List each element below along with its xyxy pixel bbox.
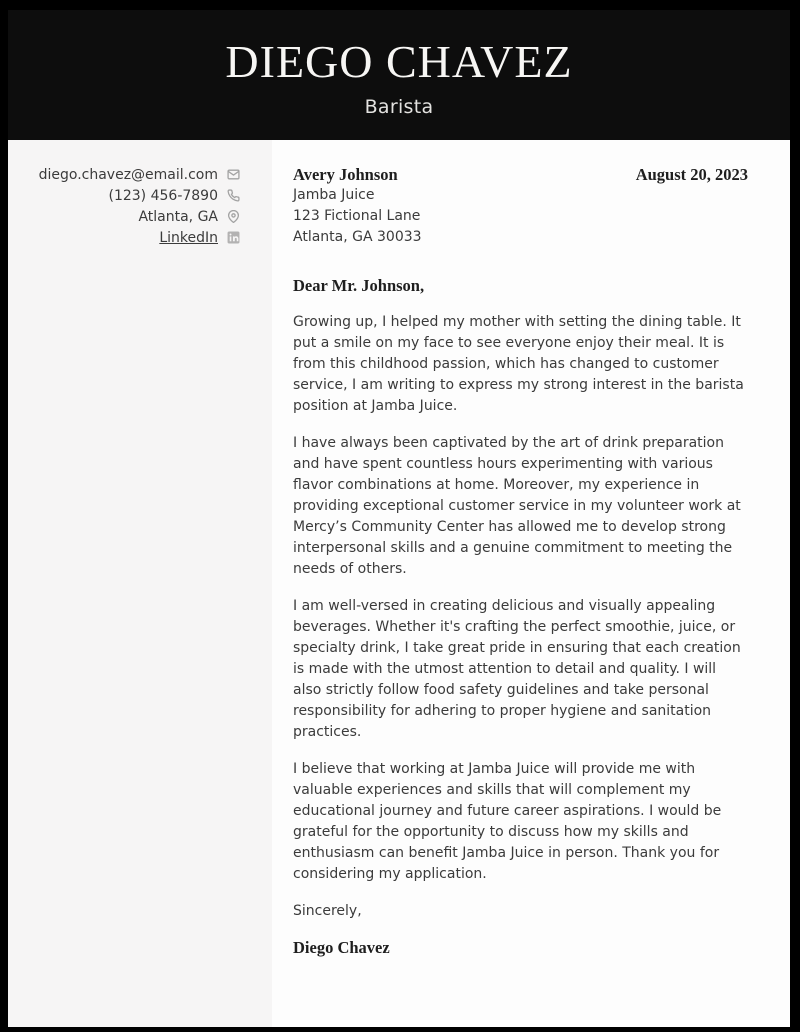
contact-sidebar [8,140,272,1027]
contact-row-phone [18,185,240,206]
letter-date: August 20, 2023 [635,165,748,184]
contact-row-email [18,164,240,185]
letter-content [272,140,790,1027]
paragraph-2: I have always been captivated by the art of drink preparation and have spent countless hours experimenting with various flavor combinations at home. Moreover, my experience in providing exceptional customer service in my volunteer work at Mercy’s Community Center has allowed me to develop strong interpersonal skills and a genuine commitment to meeting the needs of others. [293,435,741,577]
recipient-name: Avery Johnson [293,165,398,184]
letter-header [8,10,790,140]
candidate-job-title: Barista [364,96,434,119]
contact-location-label: Atlanta, GA [138,208,218,225]
contact-phone-label: (123) 456-7890 [108,187,218,204]
paragraph-1: Growing up, I helped my mother with setting the dining table. It put a smile on my face to see everyone enjoy their meal. It is from this childhood passion, which has changed to customer service, I am writing to express my strong interest in the barista position at Jamba Juice. [293,314,744,414]
candidate-name: DIEGO CHAVEZ [225,36,573,87]
recipient-company: Jamba Juice [293,187,375,203]
salutation: Dear Mr. Johnson, [293,276,425,295]
contact-row-location [18,206,240,227]
location-pin-icon [227,210,240,223]
paragraph-4: I believe that working at Jamba Juice will provide me with valuable experiences and skills that will complement my educational journey and future career aspirations. I would be grateful for the opportunity to discuss how my skills and enthusiasm can benefit Jamba Juice in person. Thank you for considering my application. [293,761,722,882]
linkedin-link[interactable]: LinkedIn [159,229,218,246]
recipient-address-line2: Atlanta, GA 30033 [293,229,422,245]
email-icon [227,168,240,181]
letter-body [293,312,748,885]
contact-email-label: diego.chavez@email.com [38,166,218,183]
recipient-block [293,164,422,248]
paragraph-3: I am well-versed in creating delicious and visually appealing beverages. Whether it's crafting the perfect smoothie, juice, or specialty drink, I take great pride in ensuring that each creation is made with the utmost attention to detail and quality. I will also strictly follow food safety guidelines and take personal responsibility for adhering to proper hygiene and sanitation practices. [293,598,741,740]
linkedin-icon [227,231,240,244]
closing: Sincerely, [293,903,362,919]
phone-icon [227,189,240,202]
recipient-address-line1: 123 Fictional Lane [293,208,421,224]
contact-row-linkedin[interactable] [18,227,240,248]
signature-name: Diego Chavez [293,938,390,957]
